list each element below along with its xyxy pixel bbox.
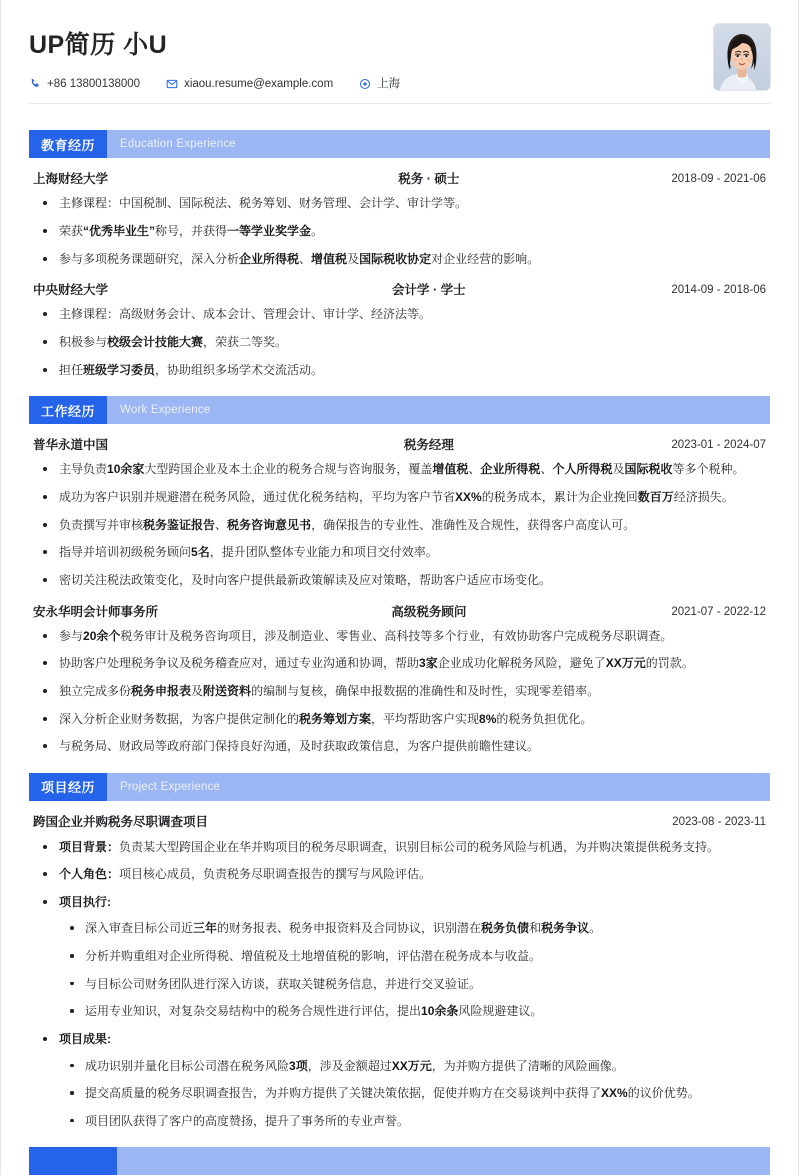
section-title-en: Work Experience [120,404,211,417]
bullet-item: 荣获“优秀毕业生”称号，并获得一等学业奖学金。 [33,221,766,242]
section-header-bar [29,1147,770,1175]
contact-email-text: xiaou.resume@example.com [184,77,334,90]
section-body [29,158,770,380]
project-entry [33,801,766,1132]
entry-header-row [33,436,766,454]
avatar [714,24,770,90]
bullet-item: 成功为客户识别并规避潜在税务风险，通过优化税务结构，平均为客户节省XX%的税务成本，累计为企业挽回数百万经济损失。 [33,487,766,508]
bullet-item: 个人角色：项目核心成员，负责税务尽职调查报告的撰写与风险评估。 [33,864,766,885]
section-title-en: Education Experience [120,138,236,151]
sub-bullet-list [59,918,766,1022]
bullet-item: 参与多项税务课题研究，深入分析企业所得税、增值税及国际税收协定对企业经营的影响。 [33,249,766,270]
sub-bullet-item: 提交高质量的税务尽职调查报告，为并购方提供了关键决策依据，促使并购方在交易谈判中获得了XX%的议价优势。 [59,1083,766,1104]
bullet-item: 参与20余个税务审计及税务咨询项目，涉及制造业、零售业、高科技等多个行业，有效协助客户完成税务尽职调查。 [33,626,766,647]
sub-bullet-item: 运用专业知识，对复杂交易结构中的税务合规性进行评估，提出10余条风险规避建议。 [59,1001,766,1022]
resume-header [29,0,770,114]
bullet-list [33,304,766,380]
sections-container [29,130,770,1175]
section-title-cn: 工作经历 [29,396,107,424]
resume-section [29,773,770,1132]
header-divider [29,103,770,104]
entry-header-row [33,281,766,299]
contact-email[interactable] [166,78,333,90]
experience-entry [33,424,766,590]
bullet-item: 负责撰写并审核税务鉴证报告、税务咨询意见书，确保报告的专业性、准确性及合规性，获得客户高度认可。 [33,515,766,536]
contact-phone-text: +86 13800138000 [47,77,141,90]
resume-section [29,1147,770,1175]
contact-location-text: 上海 [377,77,401,90]
bullet-item: 项目背景：负责某大型跨国企业在华并购项目的税务尽职调查，识别目标公司的税务风险与机遇，为并购决策提供税务支持。 [33,837,766,858]
bullet-item: 主修课程：中国税制、国际税法、税务筹划、财务管理、会计学、审计学等。 [33,193,766,214]
avatar-photo [714,24,770,90]
header-left-block [29,24,714,90]
bullet-list [33,837,766,1132]
section-header-bar [29,130,770,158]
bullet-item: 积极参与校级会计技能大赛，荣获二等奖。 [33,332,766,353]
sub-bullet-item: 成功识别并量化目标公司潜在税务风险3项，涉及金额超过XX万元，为并购方提供了清晰的风险画像。 [59,1056,766,1077]
entry-organization: 普华永道中国 [33,438,109,453]
entry-role: 高级税务顾问 [391,604,467,619]
phone-icon [29,78,41,90]
bullet-item: 指导并培训初级税务顾问5名，提升团队整体专业能力和项目交付效率。 [33,542,766,563]
location-pin-icon [359,78,371,90]
section-body [29,424,770,757]
sub-bullet-item: 分析并购重组对企业所得税、增值税及土地增值税的影响，评估潜在税务成本与收益。 [59,946,766,967]
contact-phone[interactable] [29,78,140,90]
bullet-item: 项目执行: 深入审查目标公司近三年的财务报表、税务申报资料及合同协议，识别潜在税务负债和税务争议。 分析并购重组对企业所得税、增值税及土地增值税的影响，评估潜在税务成本与收益。 与目标公司财务团队进行深入访谈，获取关键税务信息，并进行交叉验证。 运用专业知识，对复杂交易结构中的税务合规性进行评估，提出10余条风险规避建议。 [33,892,766,1022]
bullet-item: 与税务局、财政局等政府部门保持良好沟通，及时获取政策信息，为客户提供前瞻性建议。 [33,736,766,757]
bullet-item: 密切关注税法政策变化，及时向客户提供最新政策解读及应对策略，帮助客户适应市场变化。 [33,570,766,591]
section-title-cn [29,1147,117,1175]
section-header-bar [29,773,770,801]
envelope-icon [166,78,178,90]
entry-role: 会计学 · 学士 [392,283,466,298]
contact-row [29,78,714,90]
entry-organization: 上海财经大学 [33,172,109,187]
bullet-item: 主导负责10余家大型跨国企业及本土企业的税务合规与咨询服务，覆盖增值税、企业所得税、个人所得税及国际税收等多个税种。 [33,459,766,480]
bullet-list [33,459,766,590]
bullet-list [33,193,766,269]
experience-entry [33,158,766,269]
resume-section [29,396,770,757]
candidate-name: UP简历 小U [29,31,168,59]
sub-bullet-list [59,1056,766,1132]
project-title: 跨国企业并购税务尽职调查项目 [33,814,209,829]
bullet-item: 独立完成多份税务申报表及附送资料的编制与复核，确保申报数据的准确性和及时性，实现零差错率。 [33,681,766,702]
sub-bullet-item: 项目团队获得了客户的高度赞扬，提升了事务所的专业声誉。 [59,1111,766,1132]
entry-date-range: 2018-09 - 2021-06 [671,173,766,186]
experience-entry [33,591,766,757]
entry-header-row [33,603,766,621]
sub-bullet-item: 深入审查目标公司近三年的财务报表、税务申报资料及合同协议，识别潜在税务负债和税务争议。 [59,918,766,939]
section-header-bar [29,396,770,424]
contact-location[interactable] [359,78,400,90]
experience-entry [33,269,766,380]
section-body [29,801,770,1132]
section-title-en [117,1147,770,1175]
bullet-item: 协助客户处理税务争议及税务稽查应对，通过专业沟通和协调，帮助3家企业成功化解税务风险，避免了XX万元的罚款。 [33,653,766,674]
bullet-item: 主修课程：高级财务会计、成本会计、管理会计、审计学、经济法等。 [33,304,766,325]
bullet-item: 项目成果: 成功识别并量化目标公司潜在税务风险3项，涉及金额超过XX万元，为并购方提供了清晰的风险画像。 提交高质量的税务尽职调查报告，为并购方提供了关键决策依据，促使并购方在交易谈判中获得了XX%的议价优势。 项目团队获得了客户的高度赞扬，提升了事务所的专业声誉。 [33,1029,766,1132]
section-title-en: Project Experience [120,780,221,793]
entry-date-range: 2014-09 - 2018-06 [671,284,766,297]
sub-bullet-item: 与目标公司财务团队进行深入访谈，获取关键税务信息，并进行交叉验证。 [59,974,766,995]
bullet-item: 深入分析企业财务数据，为客户提供定制化的税务筹划方案，平均帮助客户实现8%的税务负担优化。 [33,709,766,730]
entry-date-range: 2021-07 - 2022-12 [671,605,766,618]
project-date-range: 2023-08 - 2023-11 [672,816,766,829]
entry-organization: 中央财经大学 [33,283,109,298]
entry-date-range: 2023-01 - 2024-07 [671,439,766,452]
entry-role: 税务经理 [403,438,454,453]
entry-organization: 安永华明会计师事务所 [33,604,159,619]
section-title-cn: 项目经历 [29,773,107,801]
bullet-list [33,626,766,757]
resume-section [29,130,770,380]
entry-role: 税务 · 硕士 [398,172,460,187]
project-header-row [33,813,766,832]
entry-header-row [33,170,766,188]
section-title-cn: 教育经历 [29,130,107,158]
bullet-item: 担任班级学习委员，协助组织多场学术交流活动。 [33,360,766,381]
